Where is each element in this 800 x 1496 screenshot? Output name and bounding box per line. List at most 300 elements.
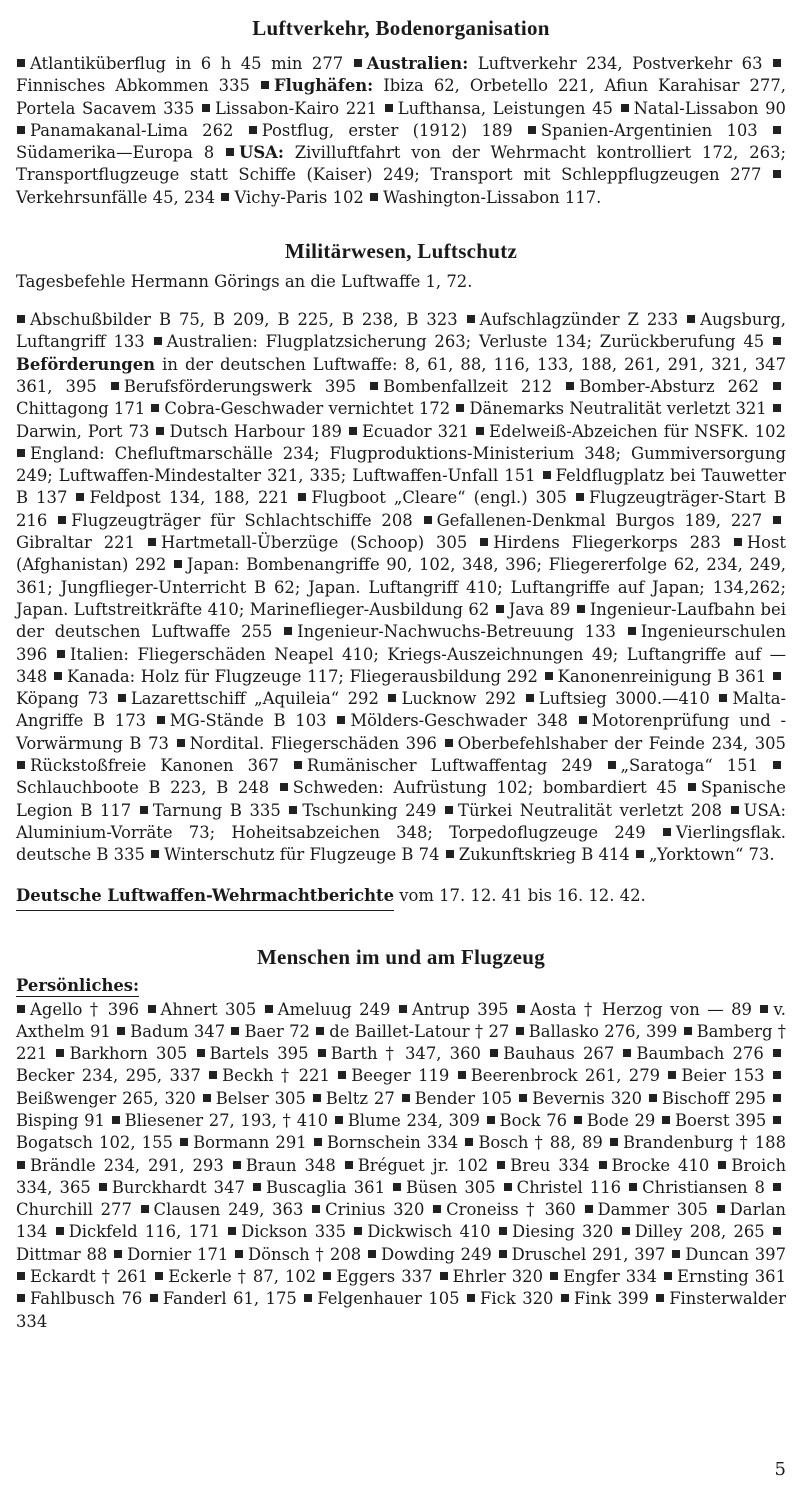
index-entry xyxy=(455,399,766,418)
index-entry-text: Verkehrsunfälle 45, 234 xyxy=(16,187,216,207)
index-entry xyxy=(466,310,679,329)
index-entry-text: Türkei Neutralität verletzt 208 xyxy=(458,800,723,820)
index-entry-text: Beier 153 xyxy=(681,1066,765,1086)
square-bullet-icon xyxy=(231,1027,239,1035)
square-bullet-icon xyxy=(304,1294,312,1302)
index-entry-text: in der deutschen Luftwaffe: 8, 61, 88, 116, 133, 188, 261, 291, 321, 347 361, 395 xyxy=(16,354,786,396)
index-entry-text: Bischoff 295 xyxy=(661,1088,767,1108)
index-entry xyxy=(322,1267,432,1286)
section-title-luftverkehr: Luftverkehr, Bodenorganisation xyxy=(252,16,550,40)
square-bullet-icon xyxy=(385,104,393,112)
square-bullet-icon xyxy=(17,1161,25,1169)
index-entry-text: Luftverkehr 234, Postverkehr 63 xyxy=(468,54,763,73)
square-bullet-icon xyxy=(424,516,432,524)
index-entry-text: Dänemarks Neutralität verletzt 321 xyxy=(469,399,767,419)
index-entry-text: Darlan 134 xyxy=(16,1200,786,1242)
square-bullet-icon xyxy=(117,1027,125,1035)
index-entry-text: Ingenieur-Laufbahn bei der deutschen Luftwaffe 255 xyxy=(16,599,786,642)
square-bullet-icon xyxy=(773,672,781,680)
index-entry xyxy=(635,845,775,864)
index-entry-text: Zukunftskrieg B 414 xyxy=(458,845,630,865)
square-bullet-icon xyxy=(636,850,644,858)
square-bullet-icon xyxy=(157,716,165,724)
index-entry xyxy=(252,1178,385,1197)
square-bullet-icon xyxy=(773,1071,781,1079)
square-bullet-icon xyxy=(561,1294,569,1302)
index-entry xyxy=(147,1000,257,1019)
index-entry xyxy=(317,1044,481,1063)
index-entry xyxy=(401,1089,513,1108)
index-entry-text: Ehrler 320 xyxy=(452,1267,544,1287)
square-bullet-icon xyxy=(99,1183,107,1191)
index-entry xyxy=(234,1245,361,1264)
index-entry-text: Becker 234, 295, 337 xyxy=(16,1066,201,1086)
index-entry-text: Büsen 305 xyxy=(406,1177,496,1197)
index-entry xyxy=(264,1000,391,1019)
square-bullet-icon xyxy=(476,427,484,435)
square-bullet-icon xyxy=(370,382,378,390)
index-entry xyxy=(444,801,722,820)
index-entry xyxy=(444,734,786,753)
index-entry xyxy=(621,1222,765,1241)
square-bullet-icon xyxy=(148,538,156,546)
square-bullet-icon xyxy=(289,806,297,814)
square-bullet-icon xyxy=(388,694,396,702)
menschen-index xyxy=(16,999,786,1333)
index-entry-text: Flugboot „Cleare“ (engl.) 305 xyxy=(311,488,567,508)
index-entry-text: Feldflugplatz bei Tauwetter B 137 xyxy=(16,466,786,508)
index-entry xyxy=(293,756,593,775)
index-entry xyxy=(549,1267,657,1286)
index-entry xyxy=(518,1089,642,1108)
square-bullet-icon xyxy=(235,1250,243,1258)
square-bullet-icon xyxy=(608,761,616,769)
index-entry-text: Boerst 395 xyxy=(674,1110,767,1130)
index-entry-text: Motorenprüfung und -Vorwärmung B 73 xyxy=(16,711,786,753)
index-entry xyxy=(516,1000,752,1019)
square-bullet-icon xyxy=(623,1049,631,1057)
square-bullet-icon xyxy=(17,59,25,67)
square-bullet-icon xyxy=(17,1294,25,1302)
square-bullet-icon xyxy=(773,1094,781,1102)
index-entry-text: Kanonenreinigung B 361 xyxy=(557,666,767,686)
index-entry-text: Churchill 277 xyxy=(16,1200,132,1220)
square-bullet-icon xyxy=(610,1138,618,1146)
square-bullet-icon xyxy=(577,605,585,613)
square-bullet-icon xyxy=(445,739,453,747)
square-bullet-icon xyxy=(773,337,781,345)
index-entry-text: Bode 29 xyxy=(586,1110,656,1130)
index-entry-text: Beeger 119 xyxy=(351,1066,450,1086)
square-bullet-icon xyxy=(370,193,378,201)
index-entry xyxy=(336,711,568,730)
square-bullet-icon xyxy=(487,1116,495,1124)
index-entry-text: Eggers 337 xyxy=(336,1267,433,1287)
index-entry-text: Tschunking 249 xyxy=(302,800,437,820)
square-bullet-icon xyxy=(174,560,182,568)
square-bullet-icon xyxy=(345,1161,353,1169)
index-entry-text: Clausen 249, 363 xyxy=(153,1200,304,1220)
square-bullet-icon xyxy=(773,1227,781,1235)
square-bullet-icon xyxy=(221,193,229,201)
square-bullet-icon xyxy=(253,1183,261,1191)
index-entry-text: Eckardt † 261 xyxy=(30,1267,149,1287)
index-entry-text: Burckhardt 347 xyxy=(111,1177,245,1197)
square-bullet-icon xyxy=(111,382,119,390)
square-bullet-icon xyxy=(76,493,84,501)
index-entry-text: Ingenieurschulen 396 xyxy=(16,622,787,664)
index-entry xyxy=(16,310,458,329)
index-entry-text: Japan: Bombenangriffe 90, 102, 348, 396; Fliegererfolge 62, 234, 249, 361; Jungflieger-Unterricht B 62; Japan. Luftangriff 410; Luftangriffe auf Japan; 134,262; Japan. Luftstreitkräfte 410; Marineflieger-Ausbildung 62 xyxy=(16,555,786,619)
index-entry xyxy=(369,188,601,207)
index-entry xyxy=(227,1222,346,1241)
index-entry-text: Rumänischer Luftwaffentag 249 xyxy=(306,756,593,776)
index-entry-text: Bock 76 xyxy=(499,1110,568,1130)
index-entry-text: Dönsch † 208 xyxy=(248,1244,362,1264)
index-entry-text: de Baillet-Latour † 27 xyxy=(329,1021,510,1041)
index-entry xyxy=(98,1178,245,1197)
square-bullet-icon xyxy=(773,170,781,178)
square-bullet-icon xyxy=(576,493,584,501)
index-entry xyxy=(297,488,567,507)
index-entry-text: Köpang 73 xyxy=(16,689,109,709)
index-entry xyxy=(156,711,327,730)
index-entry-text: Flugzeugträger für Schlachtschiffe 208 xyxy=(71,510,413,530)
index-entry xyxy=(439,1267,543,1286)
index-entry xyxy=(16,54,343,73)
index-entry-text: Crinius 320 xyxy=(325,1200,425,1220)
square-bullet-icon xyxy=(337,716,345,724)
square-bullet-icon xyxy=(545,672,553,680)
index-entry xyxy=(457,1066,660,1085)
index-entry xyxy=(479,533,721,552)
square-bullet-icon xyxy=(114,1250,122,1258)
index-entry xyxy=(208,1066,330,1085)
index-entry-text: Fick 320 xyxy=(480,1289,554,1309)
index-entry-text: Nordital. Fliegerschäden 396 xyxy=(189,733,437,753)
index-entry xyxy=(116,1022,225,1041)
index-entry-text: Fahlbusch 76 xyxy=(30,1289,143,1309)
index-entry-text: Braun 348 xyxy=(245,1155,336,1175)
index-entry xyxy=(55,1044,187,1063)
index-entry xyxy=(248,121,513,140)
index-entry-text: Ernsting 361 xyxy=(677,1267,787,1287)
index-entry xyxy=(398,1000,509,1019)
index-entry-text: Winterschutz für Flugzeuge B 74 xyxy=(164,845,440,865)
index-entry xyxy=(232,1156,336,1175)
index-entry-text: Antrup 395 xyxy=(411,999,509,1019)
index-entry-text: Finsterwalder 334 xyxy=(16,1289,786,1331)
square-bullet-icon xyxy=(140,806,148,814)
square-bullet-icon xyxy=(773,404,781,412)
index-entry-text: Spanien-Argentinien 103 xyxy=(540,120,758,140)
index-entry-text: Bormann 291 xyxy=(193,1133,307,1153)
index-entry xyxy=(220,188,363,207)
section-title-militaer: Militärwesen, Luftschutz xyxy=(284,239,518,264)
square-bullet-icon xyxy=(318,1049,326,1057)
square-bullet-icon xyxy=(649,1094,657,1102)
square-bullet-icon xyxy=(504,1183,512,1191)
index-entry-text: Host (Afghanistan) 292 xyxy=(16,533,786,575)
index-entry-text: Hirdens Fliegerkorps 283 xyxy=(493,533,721,553)
square-bullet-icon xyxy=(150,1294,158,1302)
square-bullet-icon xyxy=(226,148,234,156)
index-entry xyxy=(154,1267,316,1286)
index-entry-text: „Yorktown“ 73. xyxy=(648,845,775,865)
square-bullet-icon xyxy=(543,471,551,479)
index-entry-text: Baer 72 xyxy=(244,1021,310,1041)
square-bullet-icon xyxy=(773,1116,781,1124)
square-bullet-icon xyxy=(664,1272,672,1280)
index-entry xyxy=(201,99,377,118)
index-entry-text: Rückstoßfreie Kanonen 367 xyxy=(30,756,279,776)
square-bullet-icon xyxy=(312,1205,320,1213)
square-bullet-icon xyxy=(458,1071,466,1079)
index-entry xyxy=(544,667,767,686)
square-bullet-icon xyxy=(773,59,781,67)
square-bullet-icon xyxy=(480,538,488,546)
square-bullet-icon xyxy=(499,1227,507,1235)
square-bullet-icon xyxy=(313,1094,321,1102)
square-bullet-icon xyxy=(662,1116,670,1124)
square-bullet-icon xyxy=(17,449,25,457)
square-bullet-icon xyxy=(433,1205,441,1213)
square-bullet-icon xyxy=(112,1116,120,1124)
index-entry-text: Lufthansa, Leistungen 45 xyxy=(397,98,613,118)
index-entry-text: Dutsch Harbour 189 xyxy=(169,421,342,441)
square-bullet-icon xyxy=(566,382,574,390)
index-entry xyxy=(16,1289,142,1308)
wehrmachtberichte-title: Deutsche Luftwaffen-Wehrmachtberichte xyxy=(16,885,394,911)
index-entry-text: Java 89 xyxy=(508,599,571,619)
index-entry-text: Panamakanal-Lima 262 xyxy=(30,120,234,140)
index-entry xyxy=(466,1289,553,1308)
square-bullet-icon xyxy=(445,806,453,814)
index-entry-text: Bauhaus 267 xyxy=(503,1044,615,1064)
index-entry-text: Bartels 395 xyxy=(209,1044,309,1064)
square-bullet-icon xyxy=(354,59,362,67)
index-entry xyxy=(622,1044,763,1063)
index-entry-text: Zivilluftfahrt von der Wehrmacht kontrolliert 172, 263; Transportflugzeuge statt Schiffe (Kaiser) 249; Transport mit Schleppflugzeugen 277 xyxy=(16,143,787,185)
index-entry xyxy=(279,778,677,797)
square-bullet-icon xyxy=(734,538,742,546)
index-entry xyxy=(620,99,786,118)
square-bullet-icon xyxy=(349,427,357,435)
square-bullet-icon xyxy=(574,1116,582,1124)
index-entry-text: Brocke 410 xyxy=(611,1155,710,1175)
square-bullet-icon xyxy=(629,1183,637,1191)
index-entry-text: Bosch † 88, 89 xyxy=(478,1133,603,1153)
square-bullet-icon xyxy=(151,404,159,412)
index-entry-text: „Saratoga“ 151 xyxy=(620,756,759,776)
persoenliches-label: Persönliches: xyxy=(16,975,140,995)
index-entry-text: Dittmar 88 xyxy=(16,1244,108,1264)
index-entry-text: Lissabon-Kairo 221 xyxy=(215,98,378,118)
index-entry xyxy=(150,399,450,418)
index-entry xyxy=(496,1156,589,1175)
index-entry-text: Ahnert 305 xyxy=(160,999,257,1019)
index-entry-text: England: Chefluftmarschälle 234; Flugproduktions-Ministerium 348; Gummiversorgung 249; Luftwaffen-Mindestalter 321, 335; Luftwaffen-Unfall 151 xyxy=(16,443,786,486)
index-entry xyxy=(147,533,467,552)
index-entry-heading: Flughäfen: xyxy=(273,76,374,96)
index-entry xyxy=(140,1200,304,1219)
square-bullet-icon xyxy=(151,850,159,858)
square-bullet-icon xyxy=(393,1183,401,1191)
index-entry-text: Abschußbilder B 75, B 209, B 225, B 238, B 323 xyxy=(30,310,458,330)
index-entry xyxy=(176,734,437,753)
index-entry-text: Malta-Angriffe B 173 xyxy=(16,689,787,731)
index-entry-text: Washington-Lissabon 117. xyxy=(383,187,602,207)
square-bullet-icon xyxy=(17,1272,25,1280)
index-entry-text: Aufschlagzünder Z 233 xyxy=(479,310,679,330)
index-entry-text: Christiansen 8 xyxy=(642,1177,765,1197)
square-bullet-icon xyxy=(688,783,696,791)
index-entry xyxy=(475,422,786,441)
square-bullet-icon xyxy=(656,1294,664,1302)
index-entry-text: Fanderl 61, 175 xyxy=(162,1289,297,1309)
index-entry xyxy=(202,1089,306,1108)
square-bullet-icon xyxy=(599,1161,607,1169)
square-bullet-icon xyxy=(316,1027,324,1035)
square-bullet-icon xyxy=(528,126,536,134)
index-entry-text: Dilley 208, 265 xyxy=(634,1222,765,1242)
index-entry xyxy=(609,1133,786,1152)
square-bullet-icon xyxy=(773,382,781,390)
square-bullet-icon xyxy=(497,1161,505,1169)
index-entry-text: Aosta † Herzog von — 89 xyxy=(530,999,752,1019)
index-entry-text: Bomber-Absturz 262 xyxy=(579,376,759,396)
index-entry-text: Chittagong 171 xyxy=(16,399,146,419)
square-bullet-icon xyxy=(499,1250,507,1258)
square-bullet-icon xyxy=(402,1094,410,1102)
index-entry-text: Dowding 249 xyxy=(380,1244,492,1264)
square-bullet-icon xyxy=(202,104,210,112)
square-bullet-icon xyxy=(440,1272,448,1280)
index-entry xyxy=(489,1044,614,1063)
index-entry xyxy=(348,422,469,441)
index-entry-text: USA: Aluminium-Vorräte 73; Hoheitsabzeichen 348; Torpedoflugzeuge 249 xyxy=(16,800,787,842)
page-number: 5 xyxy=(774,1459,786,1480)
square-bullet-icon xyxy=(668,1071,676,1079)
index-entry-text: Barth † 347, 360 xyxy=(330,1044,481,1064)
square-bullet-icon xyxy=(294,761,302,769)
square-bullet-icon xyxy=(338,1071,346,1079)
index-entry xyxy=(503,1178,621,1197)
index-entry-text: Felgenhauer 105 xyxy=(317,1289,460,1309)
index-entry xyxy=(149,1289,297,1308)
index-entry-text: Badum 347 xyxy=(130,1021,226,1041)
index-entry xyxy=(565,377,759,396)
index-entry xyxy=(53,667,538,686)
index-entry-text: Luftsieg 3000.—410 xyxy=(538,689,710,709)
square-bullet-icon xyxy=(773,1183,781,1191)
index-entry-text: Baumbach 276 xyxy=(636,1044,764,1064)
square-bullet-icon xyxy=(368,1250,376,1258)
index-entry-text: Finnisches Abkommen 335 xyxy=(16,76,250,96)
square-bullet-icon xyxy=(773,761,781,769)
index-entry xyxy=(367,1245,492,1264)
square-bullet-icon xyxy=(516,1027,524,1035)
square-bullet-icon xyxy=(203,1094,211,1102)
square-bullet-icon xyxy=(496,605,504,613)
square-bullet-icon xyxy=(519,1094,527,1102)
index-entry-text: Barkhorn 305 xyxy=(69,1044,188,1064)
index-entry-text: Agello † 396 xyxy=(30,999,140,1019)
index-entry-heading: USA: xyxy=(239,143,284,163)
index-entry xyxy=(607,756,758,775)
square-bullet-icon xyxy=(17,126,25,134)
militaer-index xyxy=(16,309,786,866)
index-entry-text: Druschel 291, 397 xyxy=(511,1244,666,1264)
index-entry-text: Brandenburg † 188 xyxy=(623,1133,786,1153)
index-entry-text: Feldpost 134, 188, 221 xyxy=(89,488,290,508)
index-entry-text: Lazarettschiff „Aquileia“ 292 xyxy=(130,689,379,709)
square-bullet-icon xyxy=(314,1138,322,1146)
square-bullet-icon xyxy=(180,1138,188,1146)
index-entry xyxy=(196,1044,309,1063)
index-entry xyxy=(598,1156,710,1175)
square-bullet-icon xyxy=(56,1049,64,1057)
square-bullet-icon xyxy=(773,1049,781,1057)
index-entry xyxy=(495,600,571,619)
index-entry xyxy=(648,1089,766,1108)
index-entry xyxy=(57,511,413,530)
square-bullet-icon xyxy=(209,1071,217,1079)
persoenliches-label-row xyxy=(16,976,786,999)
index-entry xyxy=(75,488,289,507)
index-entry-text: Schweden: Aufrüstung 102; bombardiert 45 xyxy=(292,778,678,798)
index-entry-text: Bogatsch 102, 155 xyxy=(16,1133,173,1153)
square-bullet-icon xyxy=(579,716,587,724)
index-entry xyxy=(117,689,379,708)
square-bullet-icon xyxy=(399,1005,407,1013)
index-entry-text: Australien: Flugplatzsicherung 263; Verluste 134; Zurückberufung 45 xyxy=(166,332,765,352)
index-entry-text: Bisping 91 xyxy=(16,1110,105,1130)
index-entry-text: Dickwisch 410 xyxy=(367,1222,491,1242)
index-entry xyxy=(369,377,552,396)
index-entry xyxy=(486,1111,568,1130)
square-bullet-icon xyxy=(663,828,671,836)
index-entry-text: Ibiza 62, Orbetello 221, Afiun Karahisar 277, Portela Sacavem 335 xyxy=(16,76,786,118)
index-entry-text: Dammer 305 xyxy=(597,1200,708,1220)
square-bullet-icon xyxy=(249,126,257,134)
index-entry xyxy=(283,622,616,641)
index-entry xyxy=(110,377,356,396)
index-entry xyxy=(392,1178,496,1197)
square-bullet-icon xyxy=(467,1294,475,1302)
square-bullet-icon xyxy=(731,806,739,814)
square-bullet-icon xyxy=(456,404,464,412)
square-bullet-icon xyxy=(54,672,62,680)
square-bullet-icon xyxy=(233,1161,241,1169)
index-entry-text: Hartmetall-Überzüge (Schoop) 305 xyxy=(160,533,468,553)
index-entry-text: Vierlingsflak. deutsche B 335 xyxy=(16,822,786,865)
index-entry-text: Ingenieur-Nachwuchs-Betreuung 133 xyxy=(297,622,616,642)
index-entry-text: Flugzeugträger-Start B 216 xyxy=(16,488,786,530)
index-entry xyxy=(139,801,281,820)
square-bullet-icon xyxy=(517,1005,525,1013)
index-entry xyxy=(155,422,341,441)
index-entry-text: Gefallenen-Denkmal Burgos 189, 227 xyxy=(436,510,763,530)
index-entry-text: MG-Stände B 103 xyxy=(169,711,327,731)
index-entry-text: Postflug, erster (1912) 189 xyxy=(261,120,513,140)
square-bullet-icon xyxy=(154,337,162,345)
index-entry xyxy=(344,1156,488,1175)
index-entry-text: Bornschein 334 xyxy=(326,1133,459,1153)
index-entry-text: Duncan 397 xyxy=(685,1244,787,1264)
index-entry-text: Vichy-Paris 102 xyxy=(234,187,364,207)
index-entry xyxy=(384,99,613,118)
